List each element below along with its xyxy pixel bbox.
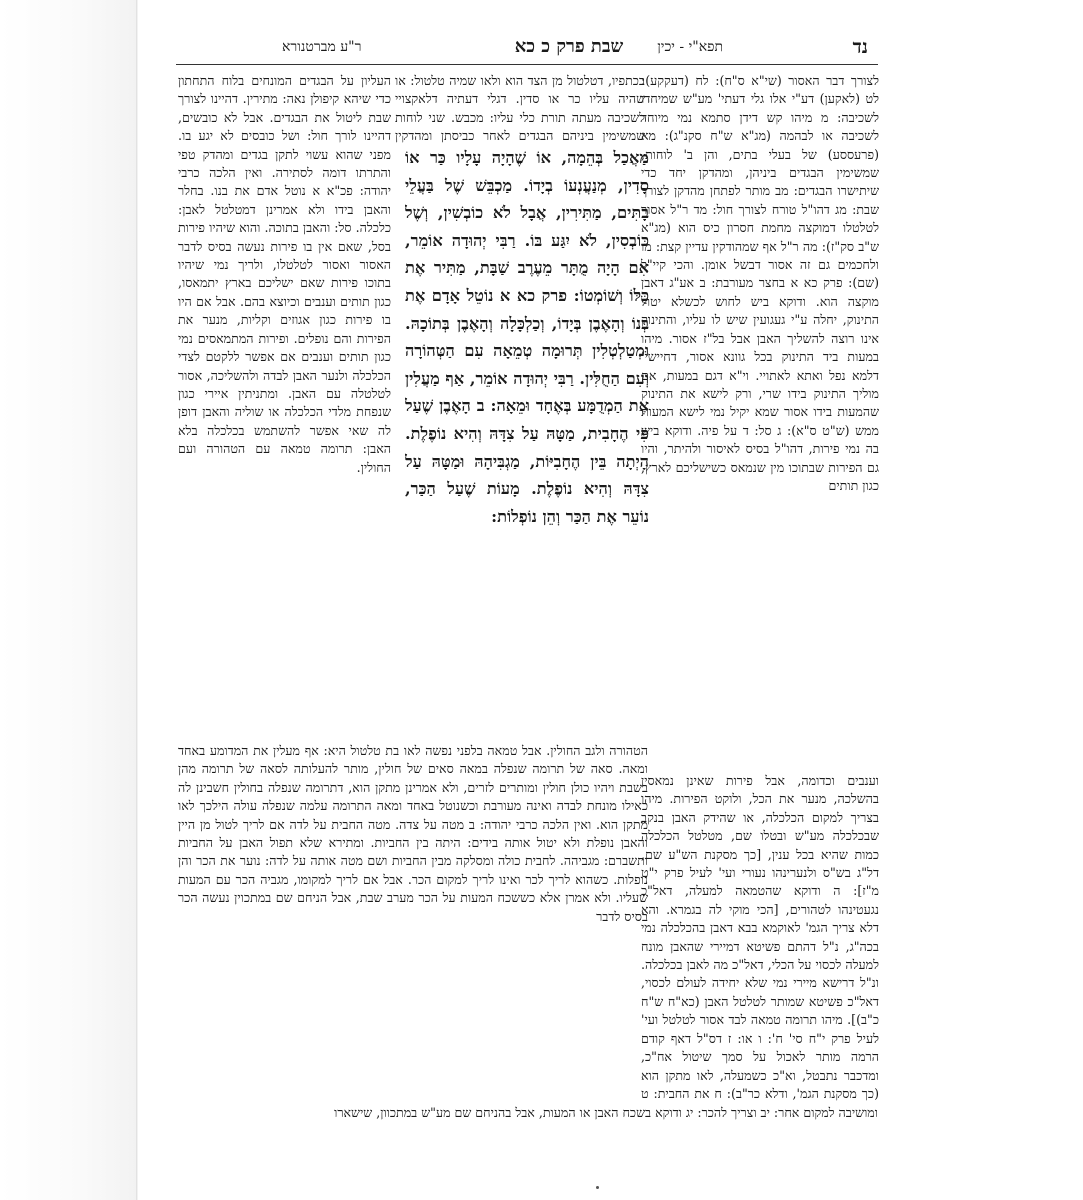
page-header [270, 36, 868, 62]
header-rule [176, 64, 878, 65]
bartenura-label: ר"ע מברטנורא [282, 39, 362, 55]
bartenura-commentary-left: העליון על הבגדים המונחים בלוח התחתון כדי שיהא קיפולן נאה: מתירין. דהיינו לצורך שבת ליטול את הבגדים. אבל לא כובשים, דהיינו לורך חול: ושל כובסים לא יגע בו. מפני שהוא עשוי לתקן בגדים ומהדק טפי והתרתו דומה לסתירה. ואין הלכה כרבי יהודה: פכ"א א נוטל אדם את בנו. בחלר והאבן בידו ולא אמרינן דמטלטל לאבן: כלכלה. סל: והאבן בתוכה. והוא שיהיו פירות בסל, שאם אין בו פירות נעשה בסיס לדבר האסור ואסור לטלטלו, ולריך נמי שיהיו בתוכו פירות שאם ישליכם בארץ יתמאסו, כגון תותים וענבים וכיוצא בהם. אבל אם היו בו פירות כגון אגוזים וקליות, מנער את הפירות והם נופלים. ופירות המתמאסים נמי כגון תותים וענבים אם אפשר ללקטם לצדי הכלכלה ולנער האבן לבדה ולהשליכה, אסור לטלטלה עם האבן. ומתניתין איירי כגון שנפחת מלדי הכלכלה או שוליה והאבן דופן לה שאי אפשר להשתמש בכלכלה בלא האבן: תרומה טמאה עם הטהורה ועם החולין. [178, 73, 391, 475]
book-spine-shadow [0, 0, 138, 1200]
tiferet-yisrael-label: תפא"י - יכין [657, 39, 723, 55]
running-title: שבת פרק כ כא [514, 36, 624, 57]
bartenura-commentary-top: בכתפיו, דטלטול מן הצד הוא ולאו שמיה טלטול: או שהיה עליו כר או סדין. דגלי דעתיה דלאקצויי לשכיבה מעתה תורת כלי עליו: מכבש. שני לוחות שמשימין ביניהם הבגדים לאחר כביסתן ומהדקין [395, 73, 645, 144]
mishnah-text: מַאֲכַל בְּהֵמָה, אוֹ שֶׁהָיָה עָלָיו כַּר אוֹ סָדִין, מְנַעֲנְעוֹ בְיָדוֹ. מַכְבֵּשׁ שֶׁל בַּעֲלֵי בָתִּים, מַתִּירִין, אֲבָל לֹא כוֹבְשִׁין, וְשֶׁל כּוֹבְסִין, לֹא יִגַּע בּוֹ. רַבִּי יְהוּדָה אוֹמֵר, אִם הָיָה מֻתָּר מֵעֶרֶב שַׁבָּת, מַתִּיר אֶת כֻּלּוֹ וְשׁוֹמְטוֹ: פרק כא א נוֹטֵל אָדָם אֶת בְּנוֹ וְהָאֶבֶן בְּיָדוֹ, וְכַלְכָּלָה וְהָאֶבֶן בְּתוֹכָהּ. וּמְטַלְטְלִין תְּרוּמָה טְמֵאָה עִם הַטְּהוֹרָה וְעִם הַחֻלִּין. רַבִּי יְהוּדָה אוֹמֵר, אַף מַעֲלִין אֶת הַמְדֻמָּע בְּאֶחָד וּמֵאָה: ב הָאֶבֶן שֶׁעַל פִּי הֶחָבִית, מַטָּהּ עַל צִדָּהּ וְהִיא נוֹפֶלֶת. הָיְתָה בֵּין הֶחָבִיּוֹת, מַגְבִּיהָהּ וּמַטָּהּ עַל צִדָּהּ וְהִיא נוֹפֶלֶת. מָעוֹת שֶׁעַל הַכַּר, נוֹעֵר אֶת הַכַּר וְהֵן נוֹפְלוֹת: [405, 148, 649, 526]
footer-commentary-line: ומושיבה למקום אחר: יב וצריך להכר: יג ודוקא בשכח האבן או המעות, אבל בהניחם שם מע"ש במתכוון, שישארו [334, 1105, 878, 1120]
page-number: נד [852, 36, 868, 58]
tiferet-yisrael-commentary-bottom: וענבים וכדומה, אבל פירות שאינן נמאסין בהשלכה, מנער את הכל, ולוקט הפירות. מיהו בצריך למקום הכלכלה, או שהידק האבן בנקב שבכלכלה מע"ש ובטלו שם, מטלטל הכלכלה כמות שהיא בכל ענין, [כך מסקנת הש"ע שם, דל"ג בש"ס ולנערינהו נעורי ועי' לעיל פרק י"ט מ"ז]: ה ודוקא שהטמאה למעלה, דאל"כ נגעטינהו לטהורים, [הכי מוקי לה בגמרא. והא דלא צריך הגמ' לאוקמא בבא דאבן בהכלכלה נמי בכה"ג, נ"ל דהתם פשיטא דמיירי שהאבן מונח למעלה לכסוי על הכלי, דאל"כ מה לאבן בכלכלה. ונ"ל דרישא מיירי נמי שלא יחידה לעולם לכסוי, דאל"כ פשיטא שמותר לטלטל האבן (כא"ח ש"ח כ"ב)]. מיהו תרומה טמאה לבד אסור לטלטל ועי' לעיל פרק י"ח סי' ח': ו או: ז דס"ל דאף קודם הרמה מותר לאכול על סמך שיטול אח"כ, ומדכבר נתבטל, וא"כ כשמעלה, לאו מתקן הוא (כך מסקנת הגמ', ודלא כר"ב): ח את החבית: ט [641, 773, 879, 1101]
bartenura-commentary-bottom: הטהורה ולגב החולין. אבל טמאה בלפני נפשה לאו בת טלטול היא: אף מעלין את המדומע באחד ומאה. סאה של תרומה שנפלה במאה סאים של חולין, מותר להעלותה לסאה של תרומה מהן בשבת ויהיו כולן חולין ומותרים לזרים, ולא אמרינן מתקן הוא, דתרומה שנפלה בחולין חשבינן לה כאילו מונחת לבדה ואינה מעורבת וכשנוטל באחד ומאה התרומה עלמה שנפלה עולה הילכך לאו מתקן הוא. ואין הלכה כרבי יהודה: ב מטה על צדה. מטה החבית על לדה אם לריך לטול מן היין והאבן נופלת ולא יטול אותה בידים: היתה בין החביות. ומתירא שלא תפול האבן על החביות ותשברם: מגביהה. לחבית כולה ומסלקה מבין החביות ושם מטה אותה על לדה: נוער את הכר והן נופלות. כשהוא לריך לכר ואינו לריך למקום הכר. אבל אם לריך למקומו, מגביה הכר עם המעות שעליו. ולא אמרן אלא כששכח המעות על הכר מערב שבת, אבל הניחם שם במתכוין נעשה הכר בסיס לדבר [178, 743, 648, 924]
tiferet-yisrael-commentary: לצורך דבר האסור (שי"א ס"ח): לח (דעקקע): לט (לאקען) דע"י אלו גלי דעתי' מע"ש שמיחדו לשכיבה: מ מיהו קש דידן סתמא נמי מיוחד לשכיבה או לבהמה (מג"א ש"ח סקנ"ג): מא (פרעססע) של בעלי בתים, והן ב' לוחות, שמשימין הבגדים ביניהן, ומהדקן יחד כדי שיתישרו הבגדים: מב מותר לפתחן מהדקן לצורך שבת: מג דהו"ל טורח לצורך חול: מד ר"ל אסור לטלטלו דמוקצה מחמת חסרון כיס הוא (מג"א ש"ב סק"ז): מה ר"ל אף שמהודקין עדיין קצת: מו ולחכמים גם זה אסור דבשל אומן. והכי קיי"ל (שם): פרק כא א בחצר מעורבת: ב אע"ג דאבן מוקצה הוא. ודוקא ביש לחוש לכשלא יטול התינוק, יחלה ע"י געגועין שיש לו עליו, והתינוק אינו רוצה להשליך האבן אבל בל"ז אסור. מיהו במעות ביד התינוק בכל גוונא אסור, דחיישי' דלמא נפל ואתא לאתויי. וי"א דגם במעות, אם מוליך התינוק בידו שרי, ורק לישא את התינוק שהמעות בידו אסור שמא יקיל נמי לישא המעות ממש (ש"ט ס"א): ג סל: ד על פיה. ודוקא ביש בה נמי פירות, דהו"ל בסיס לאיסור ולהיתר, והיו גם הפירות שבתוכו מין שנמאס כשישליכם לארץ, כגון תותים [641, 73, 879, 493]
spine-edge [136, 0, 137, 1200]
page-speck [596, 1186, 599, 1189]
